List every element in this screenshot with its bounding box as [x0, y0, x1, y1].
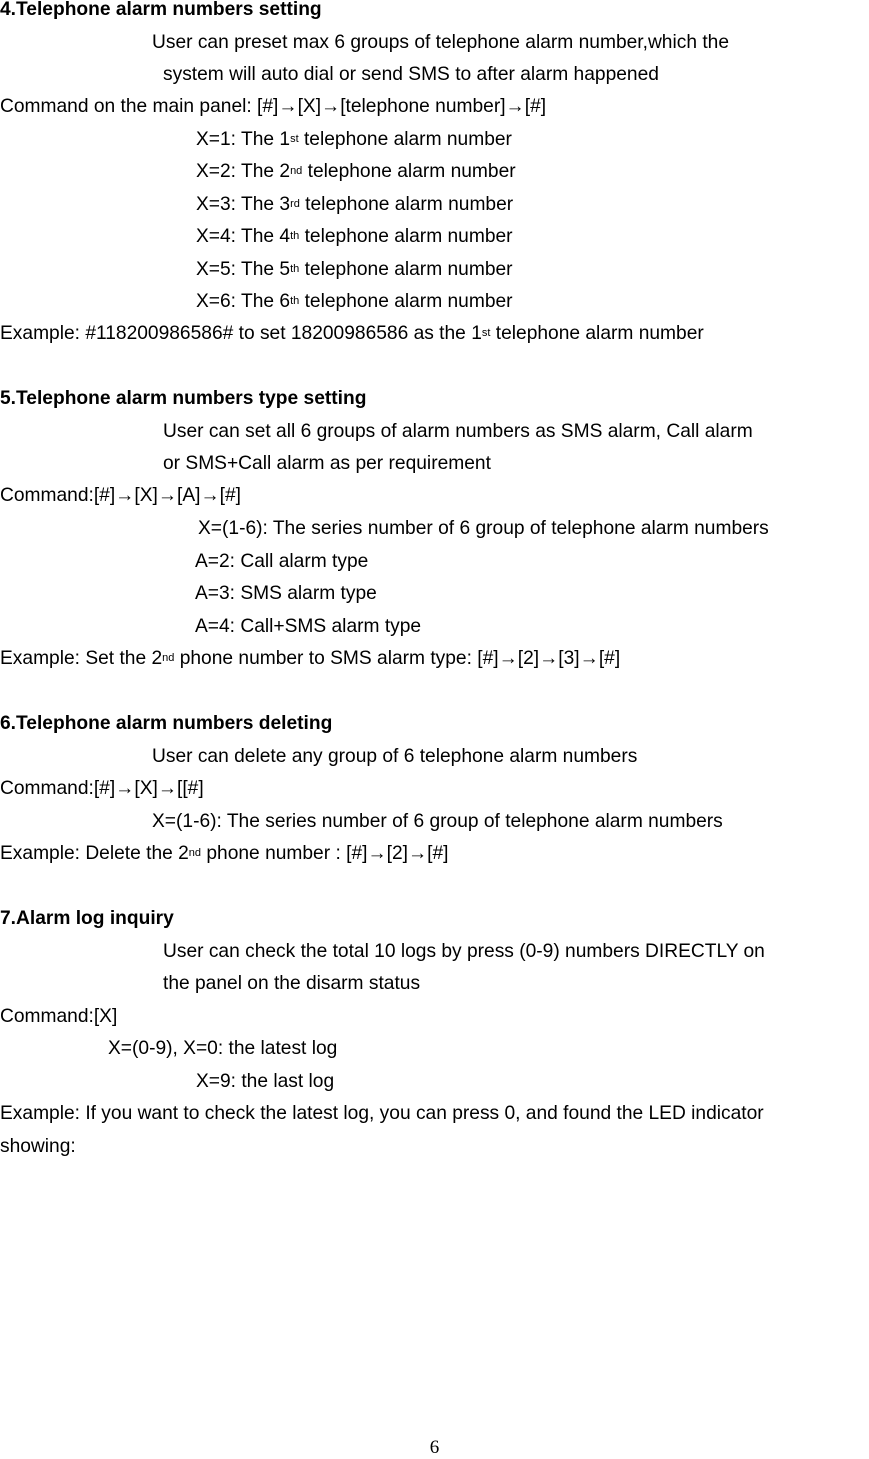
section-6-command: Command:[#]→[X]→[[#]	[0, 778, 204, 799]
section-7-param-x9: X=9: the last log	[196, 1071, 335, 1092]
section-4-param-x4: X=4: The 4th telephone alarm number	[196, 226, 513, 247]
section-4-command: Command on the main panel: [#]→[X]→[telephone number]→[#]	[0, 96, 547, 117]
section-5-param-a2: A=2: Call alarm type	[195, 551, 369, 572]
section-5-command: Command:[#]→[X]→[A]→[#]	[0, 485, 241, 506]
section-5-description-line-1: User can set all 6 groups of alarm numbers as SMS alarm, Call alarm	[163, 421, 753, 442]
section-6-example: Example: Delete the 2nd phone number : [#]→[2]→[#]	[0, 843, 449, 864]
section-5-description-line-2: or SMS+Call alarm as per requirement	[163, 453, 491, 474]
section-7-description-line-2: the panel on the disarm status	[163, 973, 421, 994]
section-4-param-x5: X=5: The 5th telephone alarm number	[196, 259, 513, 280]
section-5-heading: 5.Telephone alarm numbers type setting	[0, 388, 367, 409]
section-5-param-x: X=(1-6): The series number of 6 group of telephone alarm numbers	[198, 518, 769, 539]
section-7-param-x0: X=(0-9), X=0: the latest log	[108, 1038, 338, 1059]
section-4-param-x6: X=6: The 6th telephone alarm number	[196, 291, 513, 312]
section-6-heading: 6.Telephone alarm numbers deleting	[0, 713, 333, 734]
section-5-example: Example: Set the 2nd phone number to SMS alarm type: [#]→[2]→[3]→[#]	[0, 648, 621, 669]
section-6-description: User can delete any group of 6 telephone alarm numbers	[152, 746, 638, 767]
section-7-example-line-2: showing:	[0, 1136, 76, 1157]
section-4-param-x2: X=2: The 2nd telephone alarm number	[196, 161, 516, 182]
section-5-param-a4: A=4: Call+SMS alarm type	[195, 616, 422, 637]
section-7-heading: 7.Alarm log inquiry	[0, 908, 174, 929]
section-4-param-x1: X=1: The 1st telephone alarm number	[196, 129, 512, 150]
section-6-param-x: X=(1-6): The series number of 6 group of telephone alarm numbers	[152, 811, 723, 832]
section-4-description-line-1: User can preset max 6 groups of telephone alarm number,which the	[152, 32, 730, 53]
section-7-example-line-1: Example: If you want to check the latest log, you can press 0, and found the LED indicator	[0, 1103, 764, 1124]
section-4-example: Example: #118200986586# to set 18200986586 as the 1st telephone alarm number	[0, 323, 704, 344]
section-4-param-x3: X=3: The 3rd telephone alarm number	[196, 194, 514, 215]
section-4-description-line-2: system will auto dial or send SMS to after alarm happened	[163, 64, 659, 85]
page-number: 6	[429, 1437, 440, 1458]
section-7-command: Command:[X]	[0, 1006, 118, 1027]
section-7-description-line-1: User can check the total 10 logs by press (0-9) numbers DIRECTLY on	[163, 941, 765, 962]
section-5-param-a3: A=3: SMS alarm type	[195, 583, 377, 604]
section-4-heading: 4.Telephone alarm numbers setting	[0, 0, 322, 20]
